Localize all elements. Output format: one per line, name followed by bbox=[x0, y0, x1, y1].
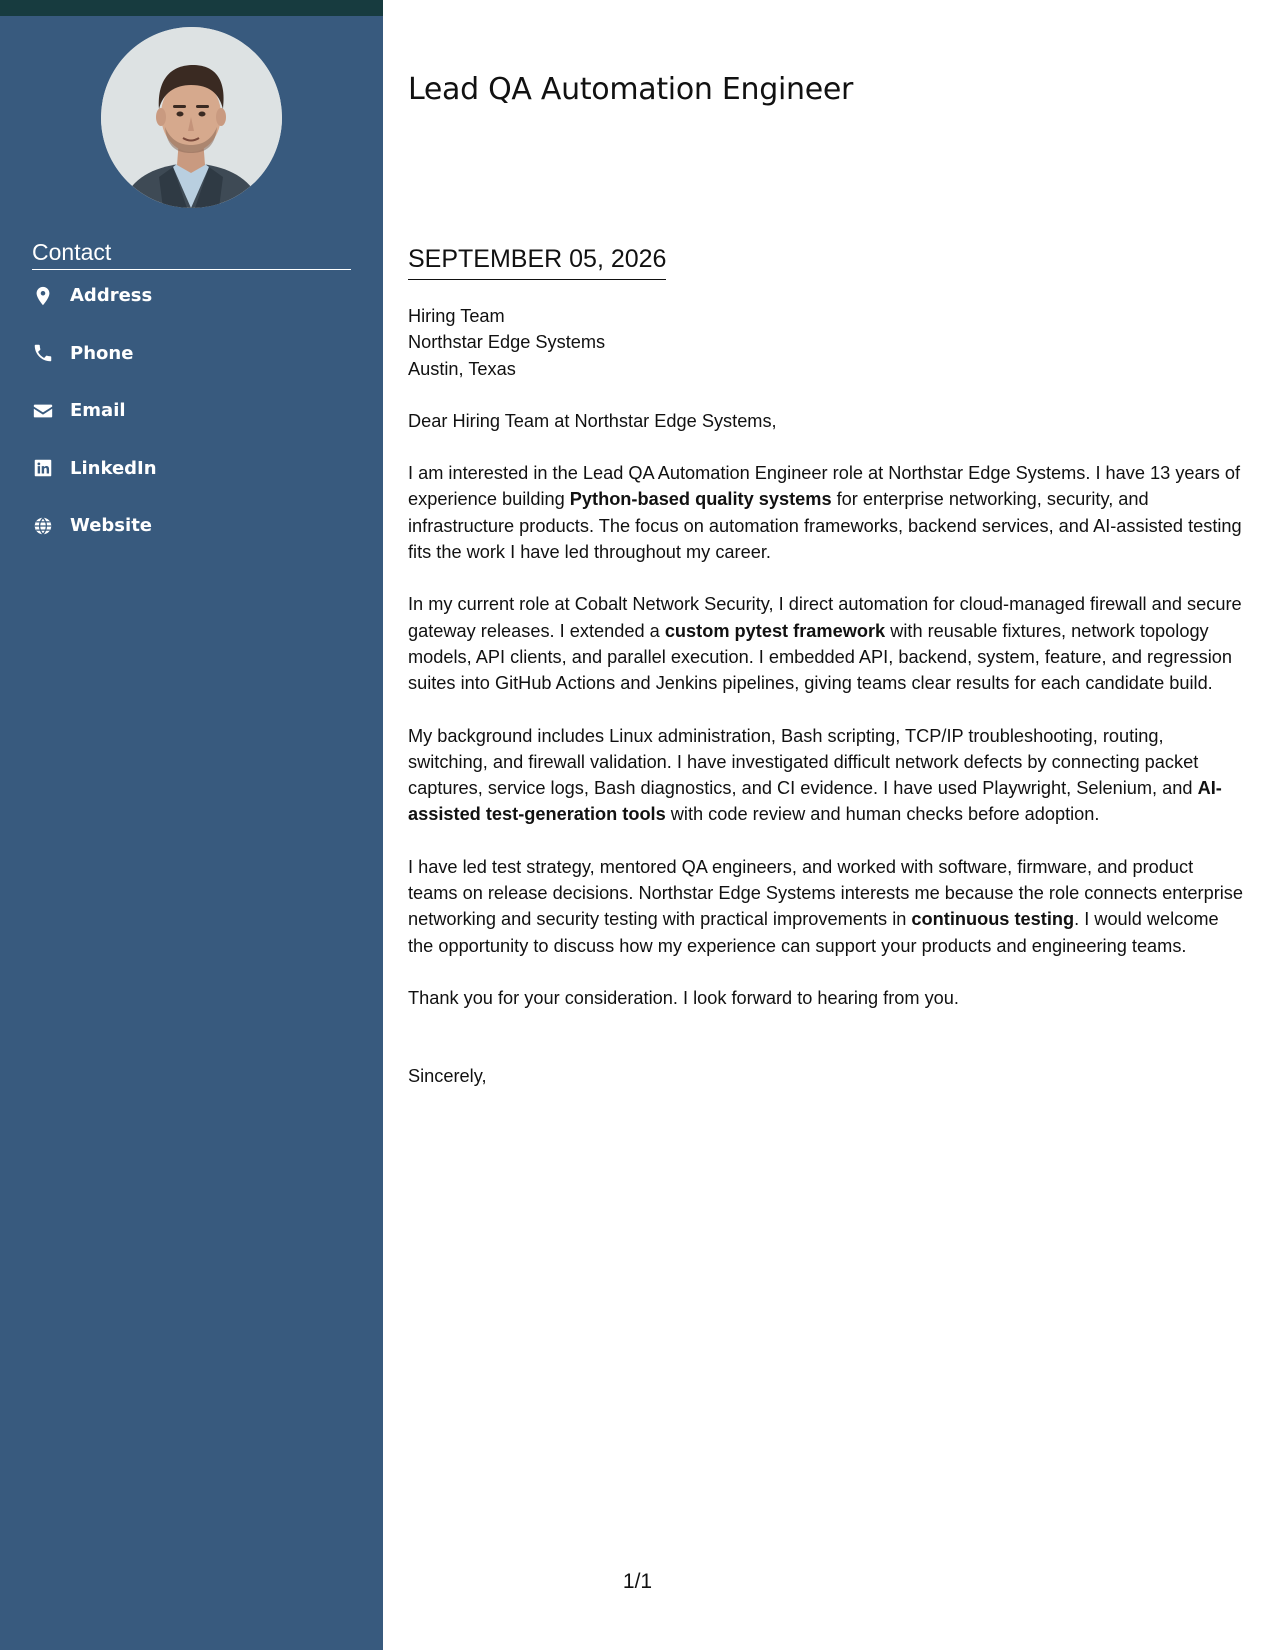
paragraph-2 bbox=[408, 591, 1246, 696]
recipient-line: Austin, Texas bbox=[408, 358, 516, 379]
contact-item-website[interactable] bbox=[32, 497, 157, 555]
recipient-line: Northstar Edge Systems bbox=[408, 332, 606, 353]
paragraph-emphasis: Python-based quality systems bbox=[569, 489, 832, 510]
paragraph-text: I am interested in the Lead QA Automation Engineer role at Northstar Edge Systems. I have 13 years of experience building bbox=[408, 463, 1241, 510]
recipient-block bbox=[408, 303, 1246, 382]
closing: Sincerely, bbox=[408, 1066, 487, 1087]
contact-item-phone[interactable] bbox=[32, 325, 157, 383]
contact-label: Phone bbox=[70, 342, 134, 364]
contact-label: Website bbox=[70, 515, 153, 537]
paragraph-emphasis: AI-assisted test-generation tools bbox=[408, 778, 1222, 825]
page-number: 1/1 bbox=[622, 1570, 653, 1593]
paragraph-text: In my current role at Cobalt Network Security, I direct automation for cloud-managed firewall and secure gateway releases. I extended a bbox=[408, 594, 1242, 641]
paragraph-4 bbox=[408, 854, 1246, 959]
contact-item-email[interactable] bbox=[32, 382, 157, 440]
profile-photo bbox=[101, 27, 282, 208]
recipient-line: Hiring Team bbox=[408, 306, 505, 326]
paragraph-text: for enterprise networking, security, and infrastructure products. The focus on automation frameworks, backend services, and AI-assisted testing fits the work I have led throughout my career. bbox=[408, 489, 1242, 563]
paragraph-1 bbox=[408, 460, 1246, 565]
linkedin-icon bbox=[32, 457, 54, 479]
envelope-icon bbox=[32, 400, 54, 422]
paragraph-text: My background includes Linux administration, Bash scripting, TCP/IP troubleshooting, routing, switching, and firewall validation. I have investigated difficult network defects by connecting packet captures, service logs, Bash diagnostics, and CI evidence. I have used Playwright, Selenium, and bbox=[408, 725, 1199, 799]
map-pin-icon bbox=[32, 285, 54, 307]
contact-item-linkedin[interactable] bbox=[32, 440, 157, 498]
letter-body bbox=[408, 303, 1246, 1116]
contact-list bbox=[32, 281, 157, 555]
contact-heading: Contact bbox=[32, 239, 351, 270]
paragraph-text: with code review and human checks before adoption. bbox=[665, 804, 1100, 825]
paragraph-emphasis: custom pytest framework bbox=[664, 620, 886, 641]
paragraph-3 bbox=[408, 723, 1246, 828]
job-title: Lead QA Automation Engineer bbox=[408, 72, 854, 107]
paragraph-text: . I would welcome the opportunity to discuss how my experience can support your products and engineering teams. bbox=[408, 909, 1219, 956]
paragraph-emphasis: continuous testing bbox=[911, 909, 1075, 930]
letter-date: SEPTEMBER 05, 2026 bbox=[408, 245, 666, 280]
contact-label: LinkedIn bbox=[70, 457, 157, 479]
paragraph-5: Thank you for your consideration. I look forward to hearing from you. bbox=[408, 987, 959, 1008]
contact-label: Address bbox=[70, 285, 153, 307]
contact-label: Email bbox=[70, 400, 126, 422]
avatar bbox=[101, 27, 282, 208]
sidebar-top-bar bbox=[0, 0, 383, 16]
salutation: Dear Hiring Team at Northstar Edge Systems, bbox=[408, 410, 777, 431]
contact-item-address[interactable] bbox=[32, 267, 157, 325]
sidebar bbox=[0, 0, 383, 1650]
paragraph-text: I have led test strategy, mentored QA engineers, and worked with software, firmware, and product teams on release decisions. Northstar Edge Systems interests me because the role connects enterprise networking and security testing with practical improvements in bbox=[408, 856, 1244, 930]
paragraph-text: with reusable fixtures, network topology models, API clients, and parallel execution. I embedded API, backend, system, feature, and regression suites into GitHub Actions and Jenkins pipelines, giving teams clear results for each candidate build. bbox=[408, 620, 1232, 694]
phone-icon bbox=[32, 342, 54, 364]
globe-icon bbox=[32, 515, 54, 537]
